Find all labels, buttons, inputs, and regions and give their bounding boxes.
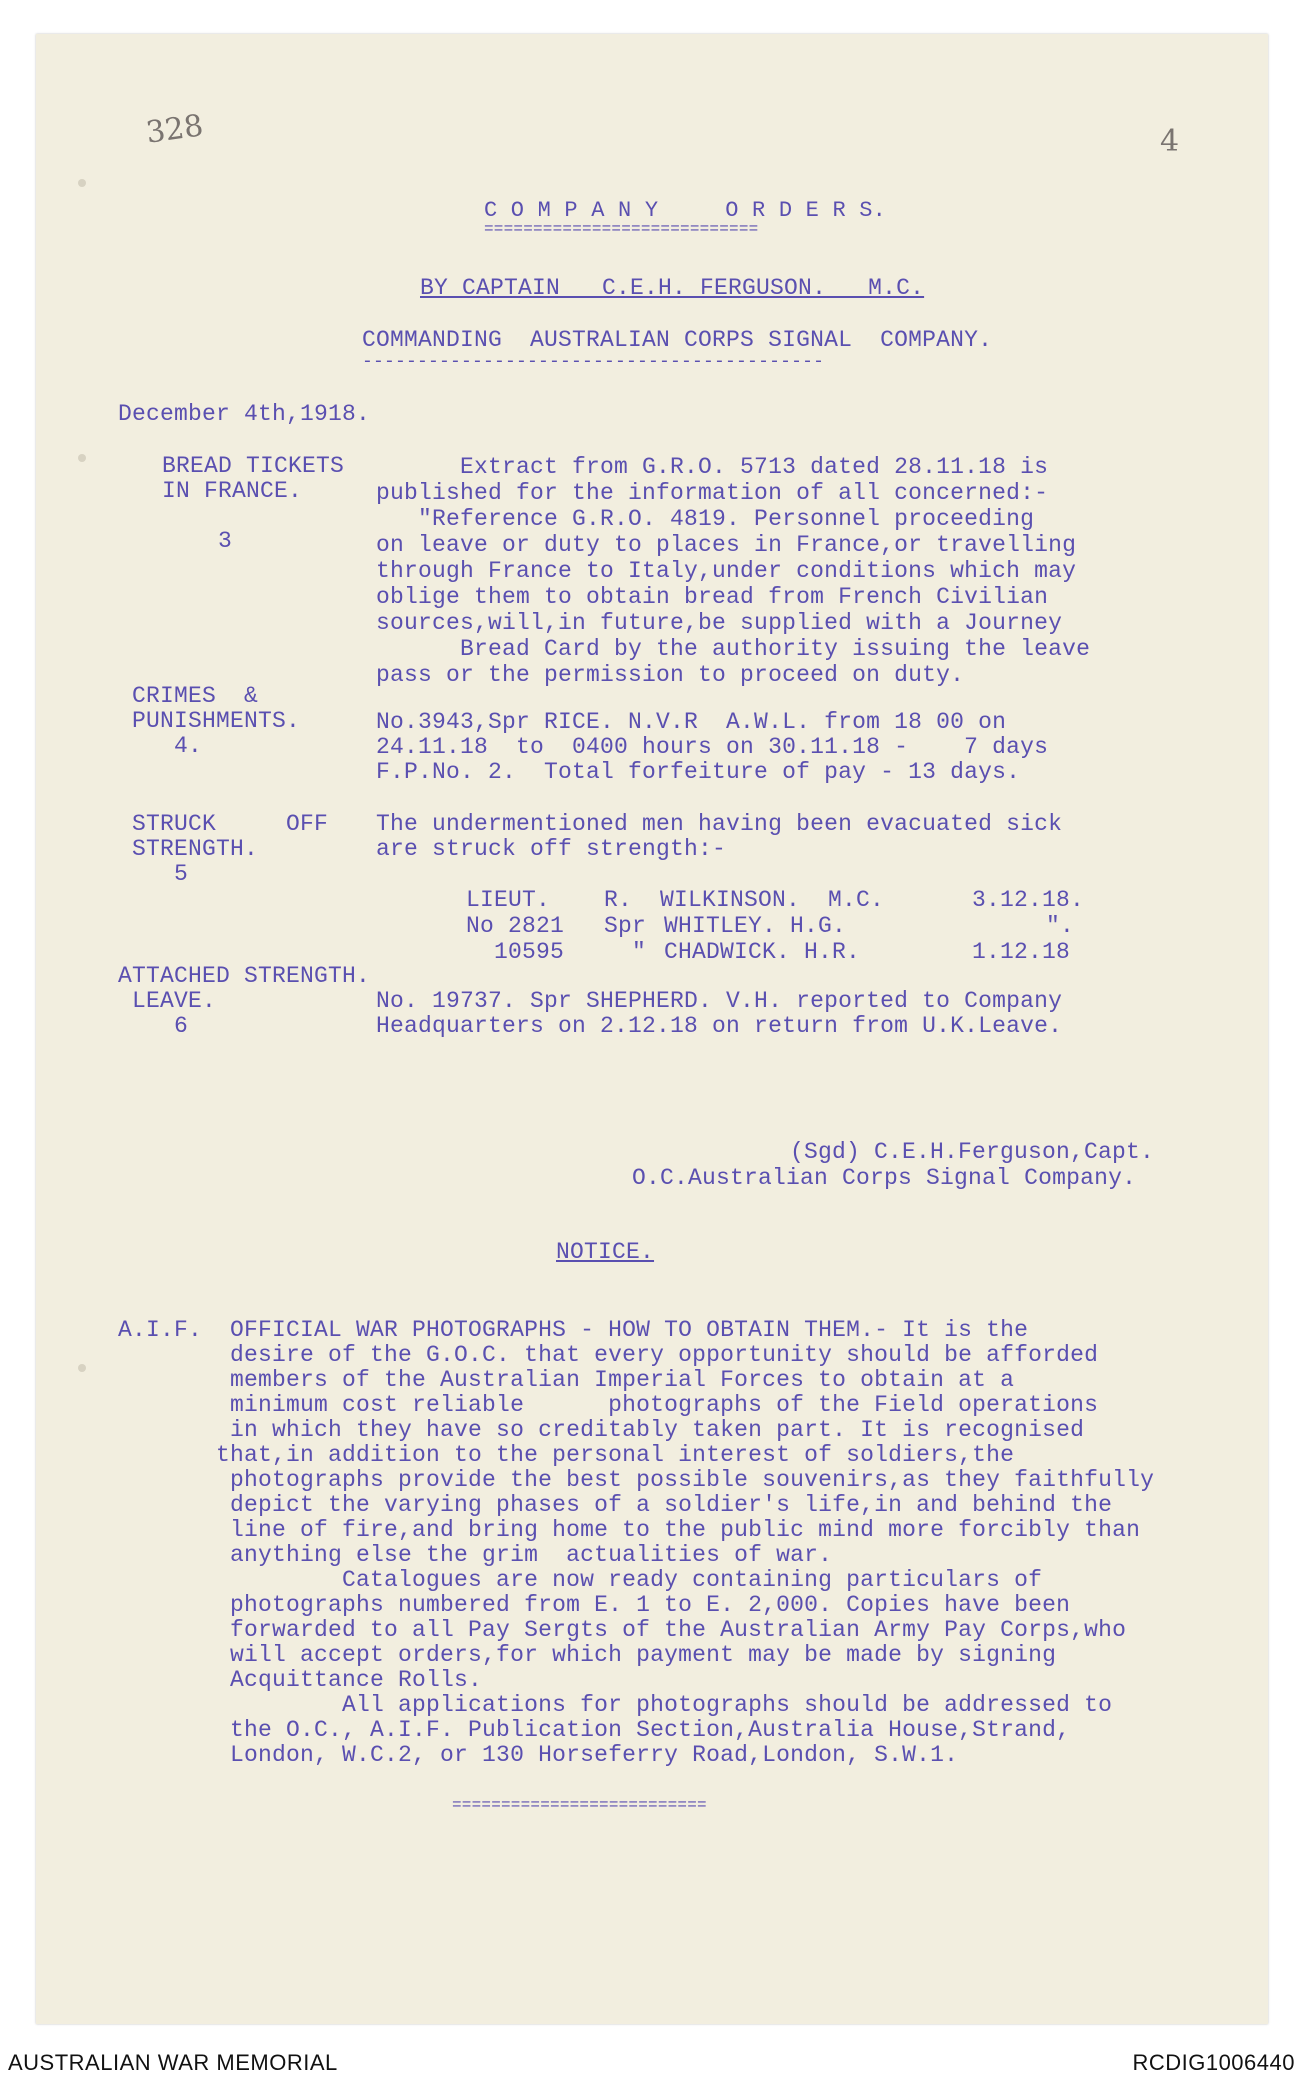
commanding-rule: ------------------------------------------ (362, 352, 825, 372)
orders-title: C O M P A N Y O R D E R S. (484, 198, 887, 223)
roster-name: WHITLEY. H.G. (664, 913, 847, 939)
notice-body: A.I.F. OFFICIAL WAR PHOTOGRAPHS - HOW TO OBTAIN THEM.- It is the desire of the G.O.C. that every opportunity should be afforded members of the Australian Imperial Forces to obtain at a minimum cost reliable photographs of the Field operations in which they have so creditably taken part. It is recognised that,in addition to the personal interest of soldiers,the photographs provide the best possible souvenirs,as they faithfully depict the varying phases of a soldier's life,in and behind the line of fire,and bring home to the public mind more forcibly than anything else the grim actualities of war. Catalogues are now ready containing particulars of photographs numbered from E. 1 to E. 2,000. Copies have been forwarded to all Pay Sergts of the Australian Army Pay Corps,who will accept orders,for which payment may be made by signing Acquittance Rolls. All applications for photographs should be addressed to the O.C., A.I.F. Publication Section,Australia House,Strand, London, W.C.2, or 130 Horseferry Road,London, S.W.1. (118, 1317, 1155, 1768)
signature-line: (Sgd) C.E.H.Ferguson,Capt. (790, 1139, 1155, 1165)
footer-id: RCDIG1006440 (1132, 2050, 1295, 2075)
roster-number: " (604, 939, 647, 965)
folio-number: 328 (143, 108, 206, 151)
roster-rank: LIEUT. (466, 887, 551, 913)
footer-source: AUSTRALIAN WAR MEMORIAL (8, 2050, 338, 2075)
item-body: The undermentioned men having been evacuated sick are struck off strength:- (376, 811, 1063, 862)
item-heading: ATTACHED STRENGTH. LEAVE. 6 (118, 963, 371, 1039)
punch-mark (78, 1364, 86, 1372)
roster-date: 3.12.18. (972, 887, 1085, 913)
signature-title: O.C.Australian Corps Signal Company. (632, 1165, 1137, 1191)
roster-date: ". (1046, 913, 1075, 939)
page-number: 4 (1160, 124, 1180, 159)
order-date: December 4th,1918. (118, 401, 371, 427)
item-body: No. 19737. Spr SHEPHERD. V.H. reported to Company Headquarters on 2.12.18 on return from U.K.Leave. (376, 988, 1063, 1039)
item-heading: BREAD TICKETS IN FRANCE. 3 (162, 453, 345, 554)
item-heading: CRIMES & PUNISHMENTS. 4. (132, 683, 301, 759)
roster-date: 1.12.18 (972, 939, 1071, 965)
roster-number: Spr (604, 913, 647, 939)
punch-mark (78, 179, 86, 187)
item-heading: STRUCK OFF STRENGTH. 5 (132, 811, 329, 887)
notice-title: NOTICE. (556, 1239, 655, 1265)
roster-rank: No 2821 (466, 913, 565, 939)
roster-rank: 10595 (466, 939, 565, 965)
commanding-line: COMMANDING AUSTRALIAN CORPS SIGNAL COMPANY. (362, 327, 993, 353)
punch-mark (78, 454, 86, 462)
title-rule: ============================ (484, 220, 759, 238)
item-body: No.3943,Spr RICE. N.V.R A.W.L. from 18 00 on 24.11.18 to 0400 hours on 30.11.18 - 7 days F.P.No. 2. Total forfeiture of pay - 13 days. (376, 709, 1049, 785)
roster-name: CHADWICK. H.R. (664, 939, 861, 965)
roster-name: R. WILKINSON. M.C. (604, 887, 885, 913)
by-line: BY CAPTAIN C.E.H. FERGUSON. M.C. (420, 275, 925, 301)
item-body: Extract from G.R.O. 5713 dated 28.11.18 is published for the information of all concerned:- "Reference G.R.O. 4819. Personnel proceeding on leave or duty to places in France,or travelling through France to Italy,under conditions which may oblige them to obtain bread from French Civilian sources,will,in future,be supplied with a Journey Bread Card by the authority issuing the leave pass or the permission to proceed on duty. (376, 454, 1091, 688)
end-rule: ========================== (452, 1796, 707, 1814)
